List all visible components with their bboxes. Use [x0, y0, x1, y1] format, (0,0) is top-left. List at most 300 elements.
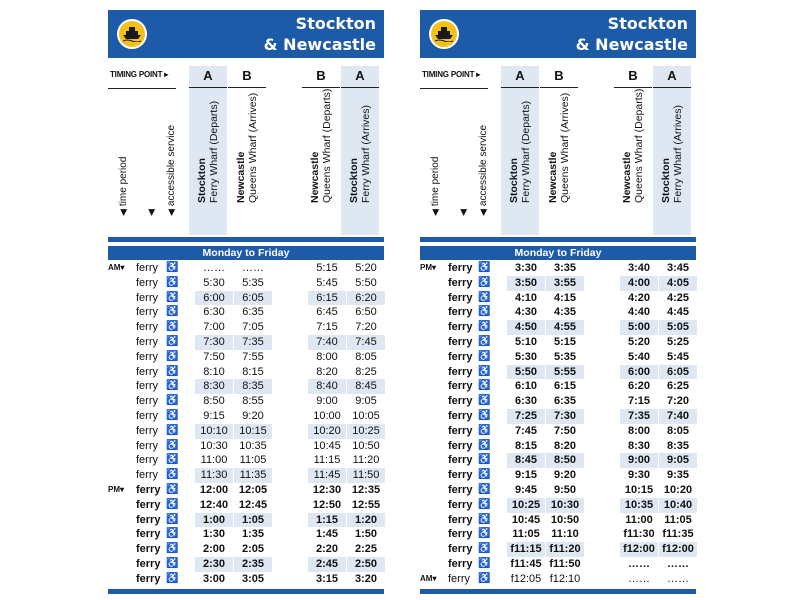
timetable-rows [108, 261, 384, 587]
period-marker: PM▾ [420, 263, 437, 272]
accessible-icon: ♿ [478, 528, 491, 540]
time-cell: 10:30 [200, 439, 228, 452]
accessible-icon: ♿ [166, 409, 179, 421]
table-row [420, 513, 696, 528]
stop-place: Stockton [196, 158, 208, 203]
time-cell: 8:15 [514, 439, 538, 452]
stop-label [309, 89, 333, 203]
time-cell: 6:45 [316, 306, 338, 319]
time-period-text: time period [430, 156, 441, 207]
time-period-text: time period [118, 156, 129, 207]
time-cell: f12:00 [659, 542, 697, 557]
time-cell: f11:20 [546, 542, 584, 557]
stop-label [508, 101, 532, 203]
time-cell: 7:15 [627, 395, 651, 408]
accessible-icon: ♿ [478, 572, 491, 584]
mode-label: ferry [448, 276, 473, 289]
time-cell: …… [628, 557, 650, 570]
stop-name: Ferry Wharf (Departs) [208, 100, 220, 203]
time-cell: 2:45 [308, 557, 346, 572]
time-cell: 9:30 [627, 469, 651, 482]
time-cell: 9:20 [242, 409, 264, 422]
mode-label: ferry [136, 469, 158, 482]
time-cell: 8:35 [234, 379, 272, 394]
table-row [108, 513, 384, 528]
table-row [108, 276, 384, 291]
stop-place: Stockton [660, 158, 672, 203]
stop-name: Queens Wharf (Departs) [321, 88, 333, 203]
table-row [108, 542, 384, 557]
accessible-icon: ♿ [478, 483, 491, 495]
time-cell: 6:20 [627, 380, 651, 393]
time-cell: 10:35 [620, 498, 658, 513]
timing-point-code: B [242, 68, 252, 83]
time-cell: 8:40 [308, 379, 346, 394]
timetable-rows [420, 261, 696, 587]
time-cell: 12:40 [199, 498, 229, 511]
mode-label: ferry [136, 454, 158, 467]
time-cell: 2:20 [315, 543, 339, 556]
table-row [108, 291, 384, 306]
column-header [540, 66, 578, 235]
time-cell: 5:05 [659, 320, 697, 335]
time-cell: f12:05 [510, 572, 542, 585]
accessible-icon: ♿ [166, 350, 179, 362]
time-cell: 5:35 [553, 350, 577, 363]
table-row [420, 261, 696, 276]
time-cell: 11:05 [239, 454, 267, 467]
time-cell: 10:30 [546, 498, 584, 513]
mode-label: ferry [448, 498, 473, 511]
time-cell: 8:05 [355, 350, 377, 363]
table-row [420, 379, 696, 394]
time-cell: 1:00 [195, 513, 233, 528]
stop-name: Queens Wharf (Departs) [633, 88, 645, 203]
time-cell: 5:20 [627, 335, 651, 348]
time-cell: 8:00 [316, 350, 338, 363]
mode-label: ferry [136, 291, 158, 304]
table-row [108, 557, 384, 572]
table-row [108, 365, 384, 380]
time-period-label [118, 157, 129, 216]
time-cell: 4:45 [666, 306, 690, 319]
time-cell: 4:15 [553, 291, 577, 304]
time-cell: 6:05 [659, 365, 697, 380]
time-cell: …… [667, 557, 689, 570]
stop-label [348, 105, 372, 203]
timetable-panel-left [108, 10, 384, 594]
time-cell: 8:35 [666, 439, 690, 452]
time-cell: 5:45 [316, 276, 338, 289]
accessible-icon: ♿ [166, 365, 179, 377]
time-cell: 4:40 [627, 306, 651, 319]
accessible-icon: ♿ [166, 335, 179, 347]
timing-point-code: B [316, 68, 326, 83]
accessible-icon: ♿ [478, 276, 491, 288]
time-cell: 6:50 [355, 306, 377, 319]
mode-label: ferry [448, 572, 470, 585]
divider [420, 88, 488, 89]
time-cell: 10:50 [550, 513, 580, 526]
time-cell: 5:50 [507, 365, 545, 380]
time-cell: f12:00 [620, 542, 658, 557]
time-cell: 6:30 [514, 395, 538, 408]
table-row [420, 542, 696, 557]
title-line-1: Stockton [607, 14, 688, 33]
time-cell: 5:15 [553, 335, 577, 348]
stop-name: Ferry Wharf (Arrives) [672, 105, 684, 203]
table-row [108, 439, 384, 454]
accessible-service-text: accessible service [166, 124, 177, 207]
table-row [108, 350, 384, 365]
stop-label [196, 101, 220, 203]
divider [540, 87, 578, 88]
time-cell: 3:05 [241, 572, 265, 585]
time-cell: f11:45 [510, 557, 542, 570]
table-row [420, 335, 696, 350]
table-row [420, 291, 696, 306]
ferry-logo-icon [429, 19, 459, 49]
mode-label: ferry [136, 498, 161, 511]
stop-place: Stockton [508, 158, 520, 203]
accessible-icon: ♿ [478, 350, 491, 362]
time-cell: 7:45 [514, 424, 538, 437]
mode-label: ferry [448, 409, 473, 422]
time-cell: f11:15 [507, 542, 545, 557]
accessible-icon: ♿ [478, 380, 491, 392]
period-marker: AM▾ [420, 573, 437, 583]
time-cell: 8:20 [316, 365, 338, 378]
triangle-icon: ◀ [478, 209, 488, 216]
time-cell: f12:10 [549, 572, 581, 585]
time-cell: 12:35 [351, 483, 381, 496]
accessible-icon: ♿ [478, 424, 491, 436]
mode-label: ferry [448, 439, 473, 452]
timing-point-code: A [667, 68, 677, 83]
column-header [302, 66, 340, 235]
stop-label [235, 93, 259, 203]
time-cell: 4:35 [553, 306, 577, 319]
time-cell: 10:15 [234, 424, 272, 439]
time-cell: 8:05 [666, 424, 690, 437]
time-cell: …… [242, 262, 264, 274]
time-cell: 7:55 [242, 350, 264, 363]
table-row [108, 468, 384, 483]
time-cell: 10:00 [313, 409, 341, 422]
time-cell: 11:00 [625, 513, 653, 526]
footer-bar [420, 589, 696, 594]
time-cell: 2:00 [202, 543, 226, 556]
time-cell: 10:20 [663, 483, 693, 496]
stop-name: Ferry Wharf (Arrives) [360, 105, 372, 203]
time-cell: 5:10 [514, 335, 538, 348]
time-cell: 1:45 [315, 528, 339, 541]
divider [341, 87, 379, 88]
time-cell: …… [667, 572, 689, 585]
time-cell: 4:55 [546, 320, 584, 335]
time-cell: 12:50 [312, 498, 342, 511]
accessible-icon: ♿ [166, 528, 179, 540]
timing-point-label: TIMING POINT ▸ [422, 70, 481, 79]
mode-label: ferry [448, 335, 473, 348]
time-cell: 7:20 [666, 395, 690, 408]
mode-label: ferry [136, 557, 161, 570]
accessible-icon: ♿ [166, 557, 179, 569]
table-row [108, 320, 384, 335]
mode-label: ferry [448, 321, 473, 334]
accessible-icon: ♿ [478, 291, 491, 303]
accessible-icon: ♿ [478, 513, 491, 525]
time-cell: 11:30 [195, 468, 233, 483]
timing-point-label: TIMING POINT ▸ [110, 70, 169, 79]
time-cell: 1:15 [308, 513, 346, 528]
table-row [108, 572, 384, 587]
mode-label: ferry [136, 483, 161, 496]
table-row [108, 498, 384, 513]
stop-place: Stockton [348, 158, 360, 203]
accessible-icon: ♿ [166, 424, 179, 436]
mode-label: ferry [136, 262, 158, 274]
time-cell: 3:15 [315, 572, 339, 585]
time-cell: 8:00 [627, 424, 651, 437]
time-cell: 6:15 [553, 380, 577, 393]
accessible-icon: ♿ [478, 557, 491, 569]
time-cell: 3:55 [546, 276, 584, 291]
time-cell: 6:30 [203, 306, 225, 319]
table-row [108, 453, 384, 468]
accessible-icon: ♿ [478, 395, 491, 407]
time-cell: 8:55 [242, 395, 264, 408]
time-cell: 7:00 [203, 321, 225, 334]
accessible-icon: ♿ [166, 380, 179, 392]
time-cell: 9:00 [620, 453, 658, 468]
time-cell: 9:50 [553, 483, 577, 496]
mode-label: ferry [448, 454, 473, 467]
header-bar [420, 10, 696, 58]
mode-label: ferry [136, 424, 158, 437]
accessible-icon: ♿ [166, 543, 179, 555]
stop-label [547, 93, 571, 203]
timing-point-code: A [355, 68, 365, 83]
accessible-service-label [478, 125, 489, 216]
triangle-icon: ◀ [458, 209, 468, 216]
title-line-2: & Newcastle [263, 35, 376, 54]
period-marker: AM▾ [108, 263, 125, 272]
mode-label: ferry [136, 543, 161, 556]
accessible-icon: ♿ [166, 454, 179, 466]
time-cell: 5:15 [316, 262, 338, 274]
divider [653, 87, 691, 88]
divider [108, 88, 176, 89]
time-cell: 9:15 [203, 409, 225, 422]
mode-label: ferry [448, 543, 473, 556]
time-cell: 3:20 [354, 572, 378, 585]
accessible-icon: ♿ [478, 365, 491, 377]
mode-label: ferry [136, 528, 161, 541]
time-cell: 10:25 [347, 424, 385, 439]
title-line-2: & Newcastle [575, 35, 688, 54]
mode-label: ferry [448, 483, 473, 496]
time-cell: 10:15 [624, 483, 654, 496]
accessible-icon: ♿ [166, 483, 179, 495]
time-cell: 9:05 [355, 395, 377, 408]
time-cell: 7:30 [546, 409, 584, 424]
stop-name: Ferry Wharf (Departs) [520, 100, 532, 203]
mode-label: ferry [136, 395, 158, 408]
table-row [420, 276, 696, 291]
accessible-icon: ♿ [166, 395, 179, 407]
table-row [108, 305, 384, 320]
mode-label: ferry [136, 306, 158, 319]
time-cell: 7:05 [242, 321, 264, 334]
mode-label: ferry [448, 365, 473, 378]
time-cell: f11:50 [549, 557, 581, 570]
stop-place: Newcastle [621, 151, 633, 203]
time-cell: 11:15 [313, 454, 341, 467]
divider [501, 87, 539, 88]
column-header [228, 66, 266, 235]
time-cell: 1:35 [241, 528, 265, 541]
time-cell: 7:25 [507, 409, 545, 424]
time-cell: 9:20 [553, 469, 577, 482]
timing-point-code: A [515, 68, 525, 83]
time-cell: 11:05 [664, 513, 692, 526]
mode-label: ferry [448, 380, 473, 393]
accessible-icon: ♿ [166, 469, 179, 481]
time-cell: 6:00 [195, 291, 233, 306]
time-cell: 9:35 [666, 469, 690, 482]
time-cell: 6:15 [308, 291, 346, 306]
time-cell: 3:40 [627, 262, 651, 274]
day-heading: Monday to Friday [420, 246, 696, 260]
ferry-logo-icon [117, 19, 147, 49]
time-cell: 6:35 [553, 395, 577, 408]
time-cell: 12:00 [199, 483, 229, 496]
time-cell: 2:25 [354, 543, 378, 556]
time-cell: 12:30 [312, 483, 342, 496]
time-cell: 6:05 [234, 291, 272, 306]
table-row [420, 409, 696, 424]
table-row [108, 424, 384, 439]
time-cell: 4:20 [627, 291, 651, 304]
table-row [108, 335, 384, 350]
accessible-icon: ♿ [166, 276, 179, 288]
time-cell: …… [203, 262, 225, 274]
accessible-icon: ♿ [166, 572, 179, 584]
time-cell: 8:15 [242, 365, 264, 378]
mode-label: ferry [136, 439, 158, 452]
time-cell: 11:10 [551, 528, 579, 541]
stop-name: Queens Wharf (Arrives) [559, 92, 571, 203]
time-cell: 7:15 [316, 321, 338, 334]
mode-label: ferry [448, 395, 473, 408]
time-cell: 5:50 [355, 276, 377, 289]
time-cell: 12:05 [238, 483, 268, 496]
day-heading: Monday to Friday [108, 246, 384, 260]
column-header [653, 66, 691, 235]
accessible-icon: ♿ [166, 291, 179, 303]
mode-label: ferry [136, 350, 158, 363]
time-cell: 5:55 [546, 365, 584, 380]
time-cell: 10:40 [659, 498, 697, 513]
table-row [108, 527, 384, 542]
time-cell: 6:00 [620, 365, 658, 380]
time-cell: 1:05 [234, 513, 272, 528]
column-header [614, 66, 652, 235]
accessible-icon: ♿ [166, 262, 179, 273]
time-cell: 8:50 [203, 395, 225, 408]
time-cell: 7:30 [195, 335, 233, 350]
time-cell: 5:25 [666, 335, 690, 348]
time-cell: 12:55 [351, 498, 381, 511]
time-cell: 10:20 [308, 424, 346, 439]
table-row [420, 572, 696, 587]
mode-label: ferry [448, 262, 473, 274]
time-cell: 2:35 [234, 557, 272, 572]
table-row [420, 439, 696, 454]
table-row [420, 305, 696, 320]
time-cell: 5:30 [514, 350, 538, 363]
column-header [341, 66, 379, 235]
time-cell: 3:45 [666, 262, 690, 274]
accessible-icon: ♿ [166, 498, 179, 510]
time-cell: 5:45 [666, 350, 690, 363]
stop-name: Queens Wharf (Arrives) [247, 92, 259, 203]
time-cell: 5:00 [620, 320, 658, 335]
route-title [264, 13, 376, 55]
time-cell: 4:30 [514, 306, 538, 319]
accessible-icon: ♿ [166, 306, 179, 318]
time-cell: 8:10 [203, 365, 225, 378]
mode-label: ferry [136, 365, 158, 378]
divider [228, 87, 266, 88]
divider [189, 87, 227, 88]
time-cell: 2:50 [347, 557, 385, 572]
accessible-service-label [166, 125, 177, 216]
accessible-icon: ♿ [166, 439, 179, 451]
mode-label: ferry [448, 306, 473, 319]
table-row [420, 350, 696, 365]
time-cell: 8:50 [546, 453, 584, 468]
time-cell: 2:05 [241, 543, 265, 556]
table-row [108, 394, 384, 409]
time-cell: 7:45 [347, 335, 385, 350]
time-cell: 9:00 [316, 395, 338, 408]
time-cell: 5:30 [203, 276, 225, 289]
time-cell: 10:05 [352, 409, 380, 422]
mode-label: ferry [448, 469, 473, 482]
time-cell: 10:25 [507, 498, 545, 513]
time-cell: 7:50 [553, 424, 577, 437]
table-row [420, 394, 696, 409]
triangle-icon: ◀ [118, 209, 128, 216]
time-cell: 5:40 [627, 350, 651, 363]
time-cell: …… [628, 572, 650, 585]
header-divider-bar [420, 237, 696, 242]
time-cell: 3:50 [507, 276, 545, 291]
footer-bar [108, 589, 384, 594]
time-cell: 7:40 [308, 335, 346, 350]
table-row [420, 483, 696, 498]
time-cell: 9:45 [514, 483, 538, 496]
stop-place: Newcastle [309, 151, 321, 203]
stop-label [660, 105, 684, 203]
time-cell: 4:00 [620, 276, 658, 291]
stop-label [621, 89, 645, 203]
time-cell: 10:50 [352, 439, 380, 452]
time-cell: 9:05 [659, 453, 697, 468]
table-row [420, 468, 696, 483]
